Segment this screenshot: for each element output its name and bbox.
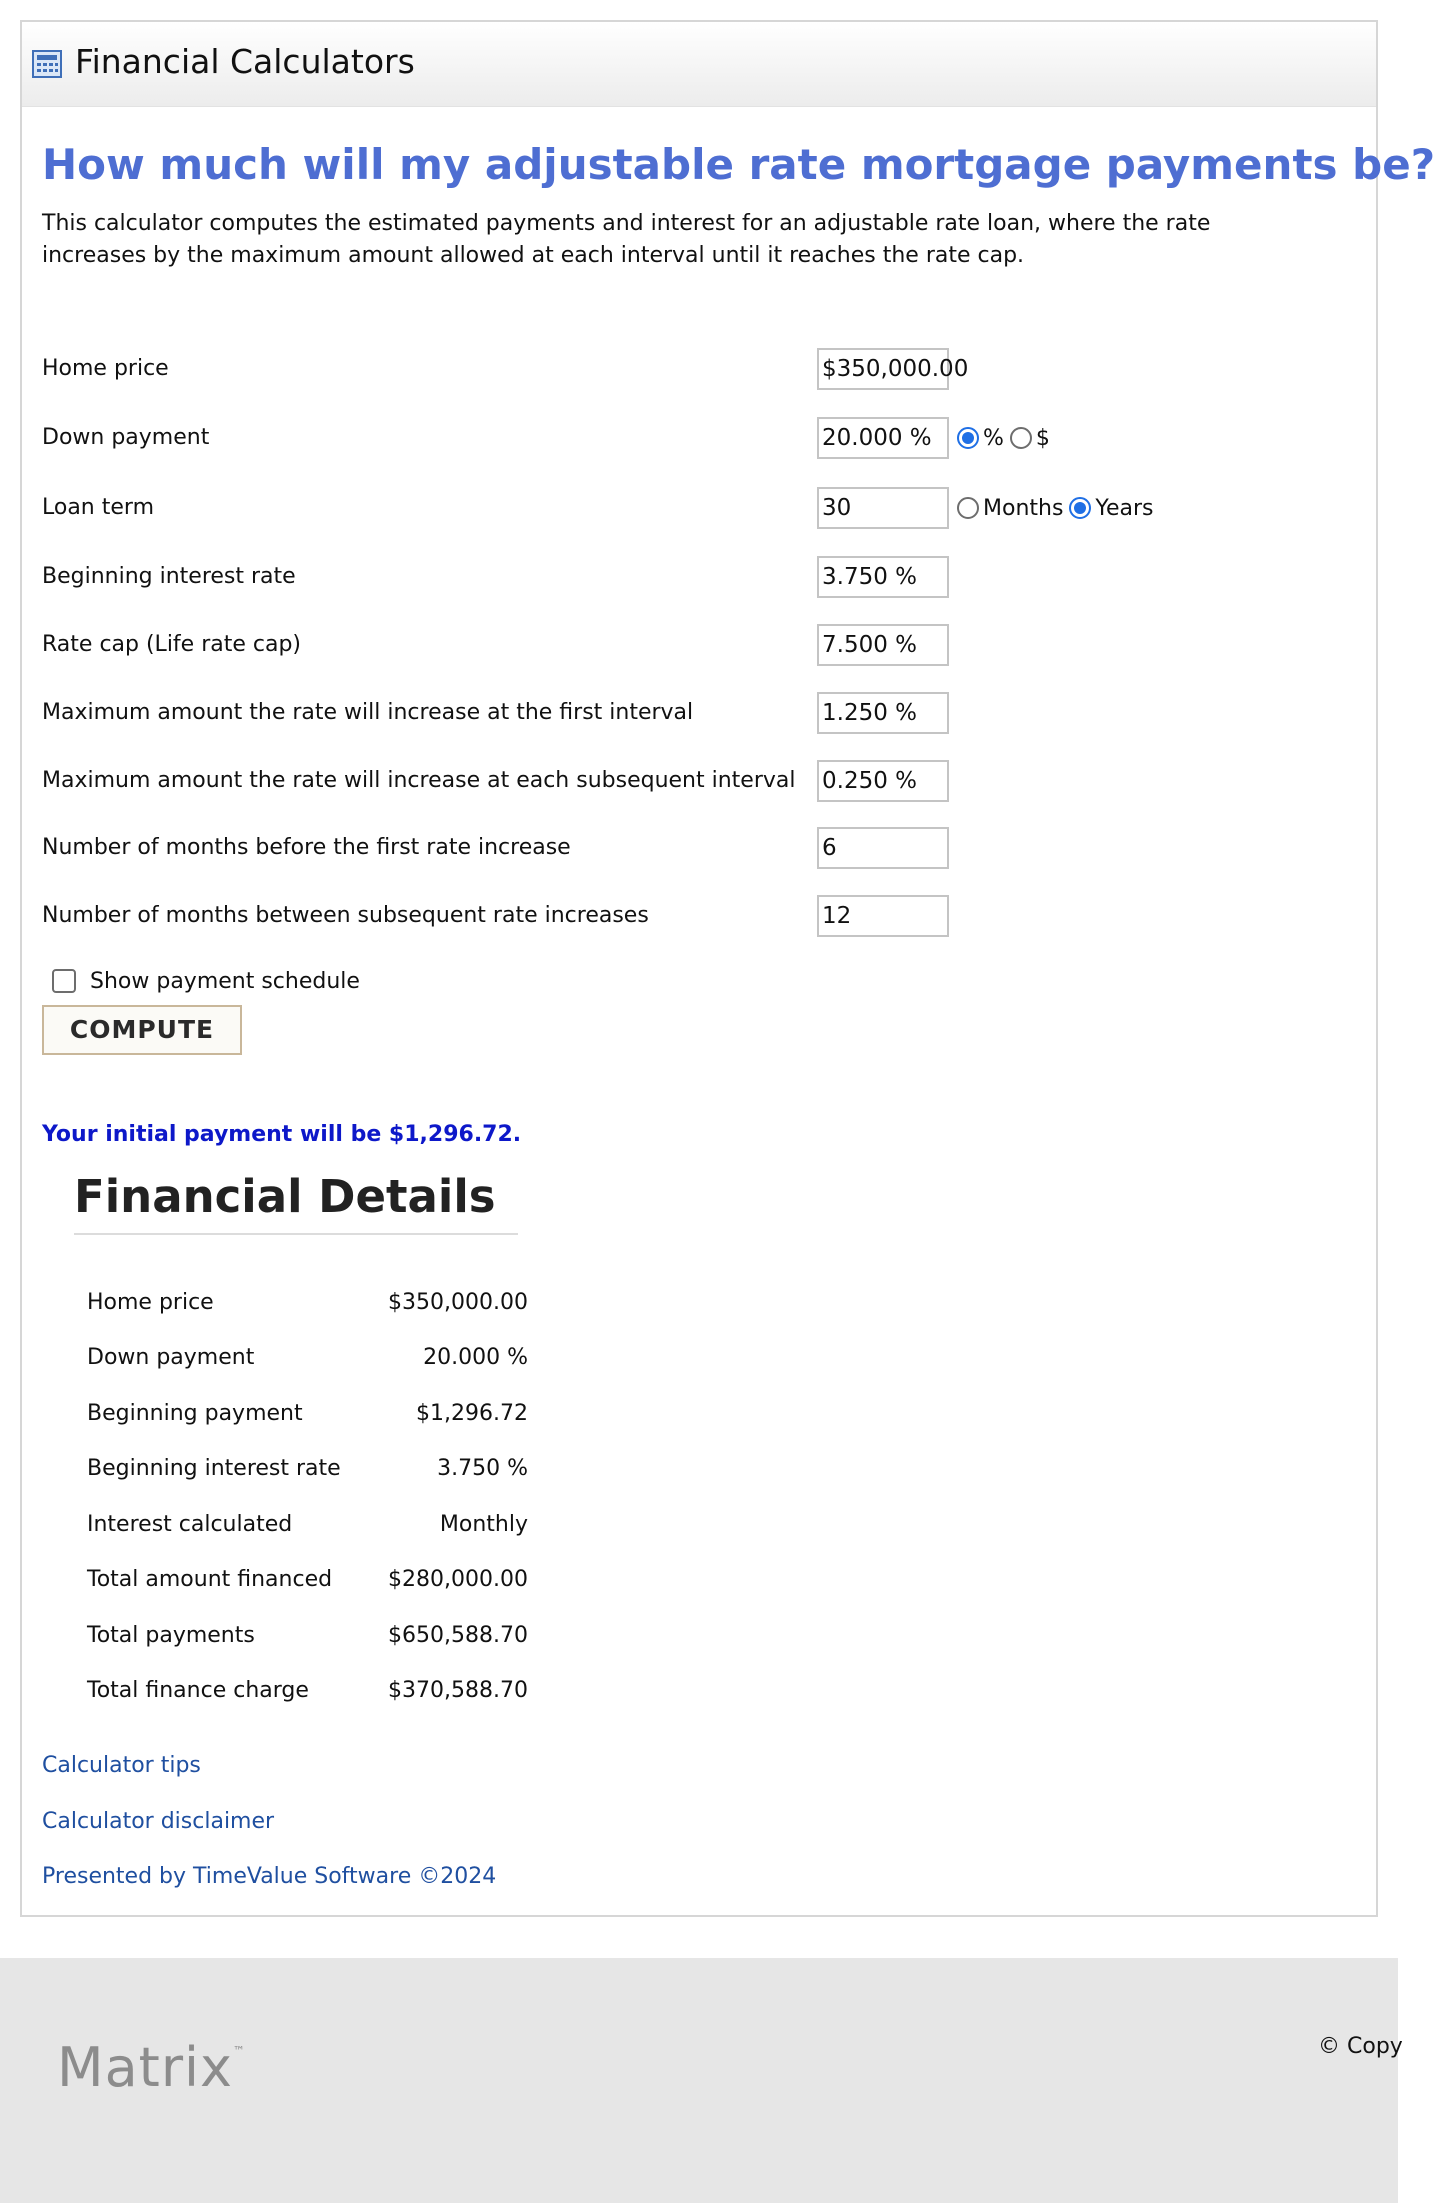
- rate-cap-label: Rate cap (Life rate cap): [42, 632, 302, 657]
- calculator-disclaimer-link[interactable]: Calculator disclaimer: [42, 1809, 275, 1834]
- detail-label: Total finance charge: [87, 1678, 309, 1703]
- detail-row: [87, 1512, 528, 1552]
- copyright-text: © Copy: [1318, 2034, 1403, 2059]
- detail-row: [87, 1456, 528, 1496]
- subsequent-increase-label: Maximum amount the rate will increase at each subsequent interval: [42, 768, 796, 793]
- months-between-input[interactable]: 12: [817, 895, 949, 937]
- months-between-label: Number of months between subsequent rate increases: [42, 903, 649, 928]
- page-title: Financial Calculators: [75, 42, 415, 81]
- loan-term-input[interactable]: 30: [817, 487, 949, 529]
- detail-value: $370,588.70: [388, 1678, 528, 1703]
- down-payment-percent-radio[interactable]: [957, 427, 979, 449]
- rate-cap-input[interactable]: 7.500 %: [817, 624, 949, 666]
- months-option-label: Months: [983, 495, 1064, 521]
- panel-header: [22, 22, 1376, 107]
- home-price-label: Home price: [42, 356, 169, 381]
- loan-term-unit-group: [957, 495, 1159, 521]
- compute-button[interactable]: COMPUTE: [42, 1005, 242, 1055]
- detail-value: $1,296.72: [416, 1401, 528, 1426]
- dollar-option-label: $: [1035, 425, 1050, 451]
- financial-details-title: Financial Details: [74, 1170, 518, 1235]
- calculator-icon: [32, 50, 62, 78]
- detail-label: Home price: [87, 1290, 214, 1315]
- subsequent-increase-input[interactable]: 0.250 %: [817, 760, 949, 802]
- beginning-rate-input[interactable]: 3.750 %: [817, 556, 949, 598]
- calculator-description: This calculator computes the estimated payments and interest for an adjustable rate loan, where the rate increases by the maximum amount allowed at each interval until it reaches the rate cap.: [42, 211, 1211, 268]
- detail-value: 3.750 %: [437, 1456, 528, 1481]
- down-payment-label: Down payment: [42, 425, 210, 450]
- calculator-headline: How much will my adjustable rate mortgage payments be?: [42, 140, 1435, 189]
- months-before-first-input[interactable]: 6: [817, 827, 949, 869]
- detail-row: [87, 1401, 528, 1441]
- loan-term-months-radio[interactable]: [957, 497, 979, 519]
- calculator-tips-link[interactable]: Calculator tips: [42, 1753, 201, 1778]
- detail-label: Total amount financed: [87, 1567, 333, 1592]
- detail-row: [87, 1567, 528, 1607]
- show-schedule-checkbox[interactable]: [52, 969, 76, 993]
- detail-value: Monthly: [439, 1512, 528, 1537]
- show-schedule-label[interactable]: Show payment schedule: [90, 969, 360, 994]
- detail-label: Down payment: [87, 1345, 255, 1370]
- home-price-input[interactable]: $350,000.00: [817, 348, 949, 390]
- loan-term-label: Loan term: [42, 495, 154, 520]
- detail-label: Interest calculated: [87, 1512, 293, 1537]
- months-before-first-label: Number of months before the first rate increase: [42, 835, 571, 860]
- matrix-logo-text: Matrix: [57, 2036, 234, 2099]
- beginning-rate-label: Beginning interest rate: [42, 564, 296, 589]
- detail-label: Total payments: [87, 1623, 255, 1648]
- detail-value: $650,588.70: [388, 1623, 528, 1648]
- trademark-mark: ™: [233, 2044, 247, 2058]
- detail-label: Beginning interest rate: [87, 1456, 341, 1481]
- detail-value: $350,000.00: [388, 1290, 528, 1315]
- detail-label: Beginning payment: [87, 1401, 303, 1426]
- detail-row: [87, 1678, 528, 1718]
- calculator-panel: [20, 20, 1435, 1917]
- first-increase-input[interactable]: 1.250 %: [817, 692, 949, 734]
- page-footer: [0, 1958, 1403, 2203]
- loan-term-years-radio[interactable]: [1069, 497, 1091, 519]
- years-option-label: Years: [1095, 495, 1154, 521]
- percent-option-label: %: [983, 425, 1004, 451]
- first-increase-label: Maximum amount the rate will increase at the first interval: [42, 700, 694, 725]
- matrix-logo: [57, 2036, 246, 2099]
- timevalue-software-link[interactable]: Presented by TimeValue Software ©2024: [42, 1864, 497, 1889]
- detail-value: 20.000 %: [423, 1345, 528, 1370]
- detail-row: [87, 1623, 528, 1663]
- detail-row: [87, 1345, 528, 1385]
- detail-value: $280,000.00: [388, 1567, 528, 1592]
- detail-row: [87, 1290, 528, 1330]
- down-payment-input[interactable]: 20.000 %: [817, 417, 949, 459]
- down-payment-unit-group: [957, 425, 1056, 451]
- down-payment-dollar-radio[interactable]: [1010, 427, 1032, 449]
- result-message: Your initial payment will be $1,296.72.: [42, 1122, 522, 1147]
